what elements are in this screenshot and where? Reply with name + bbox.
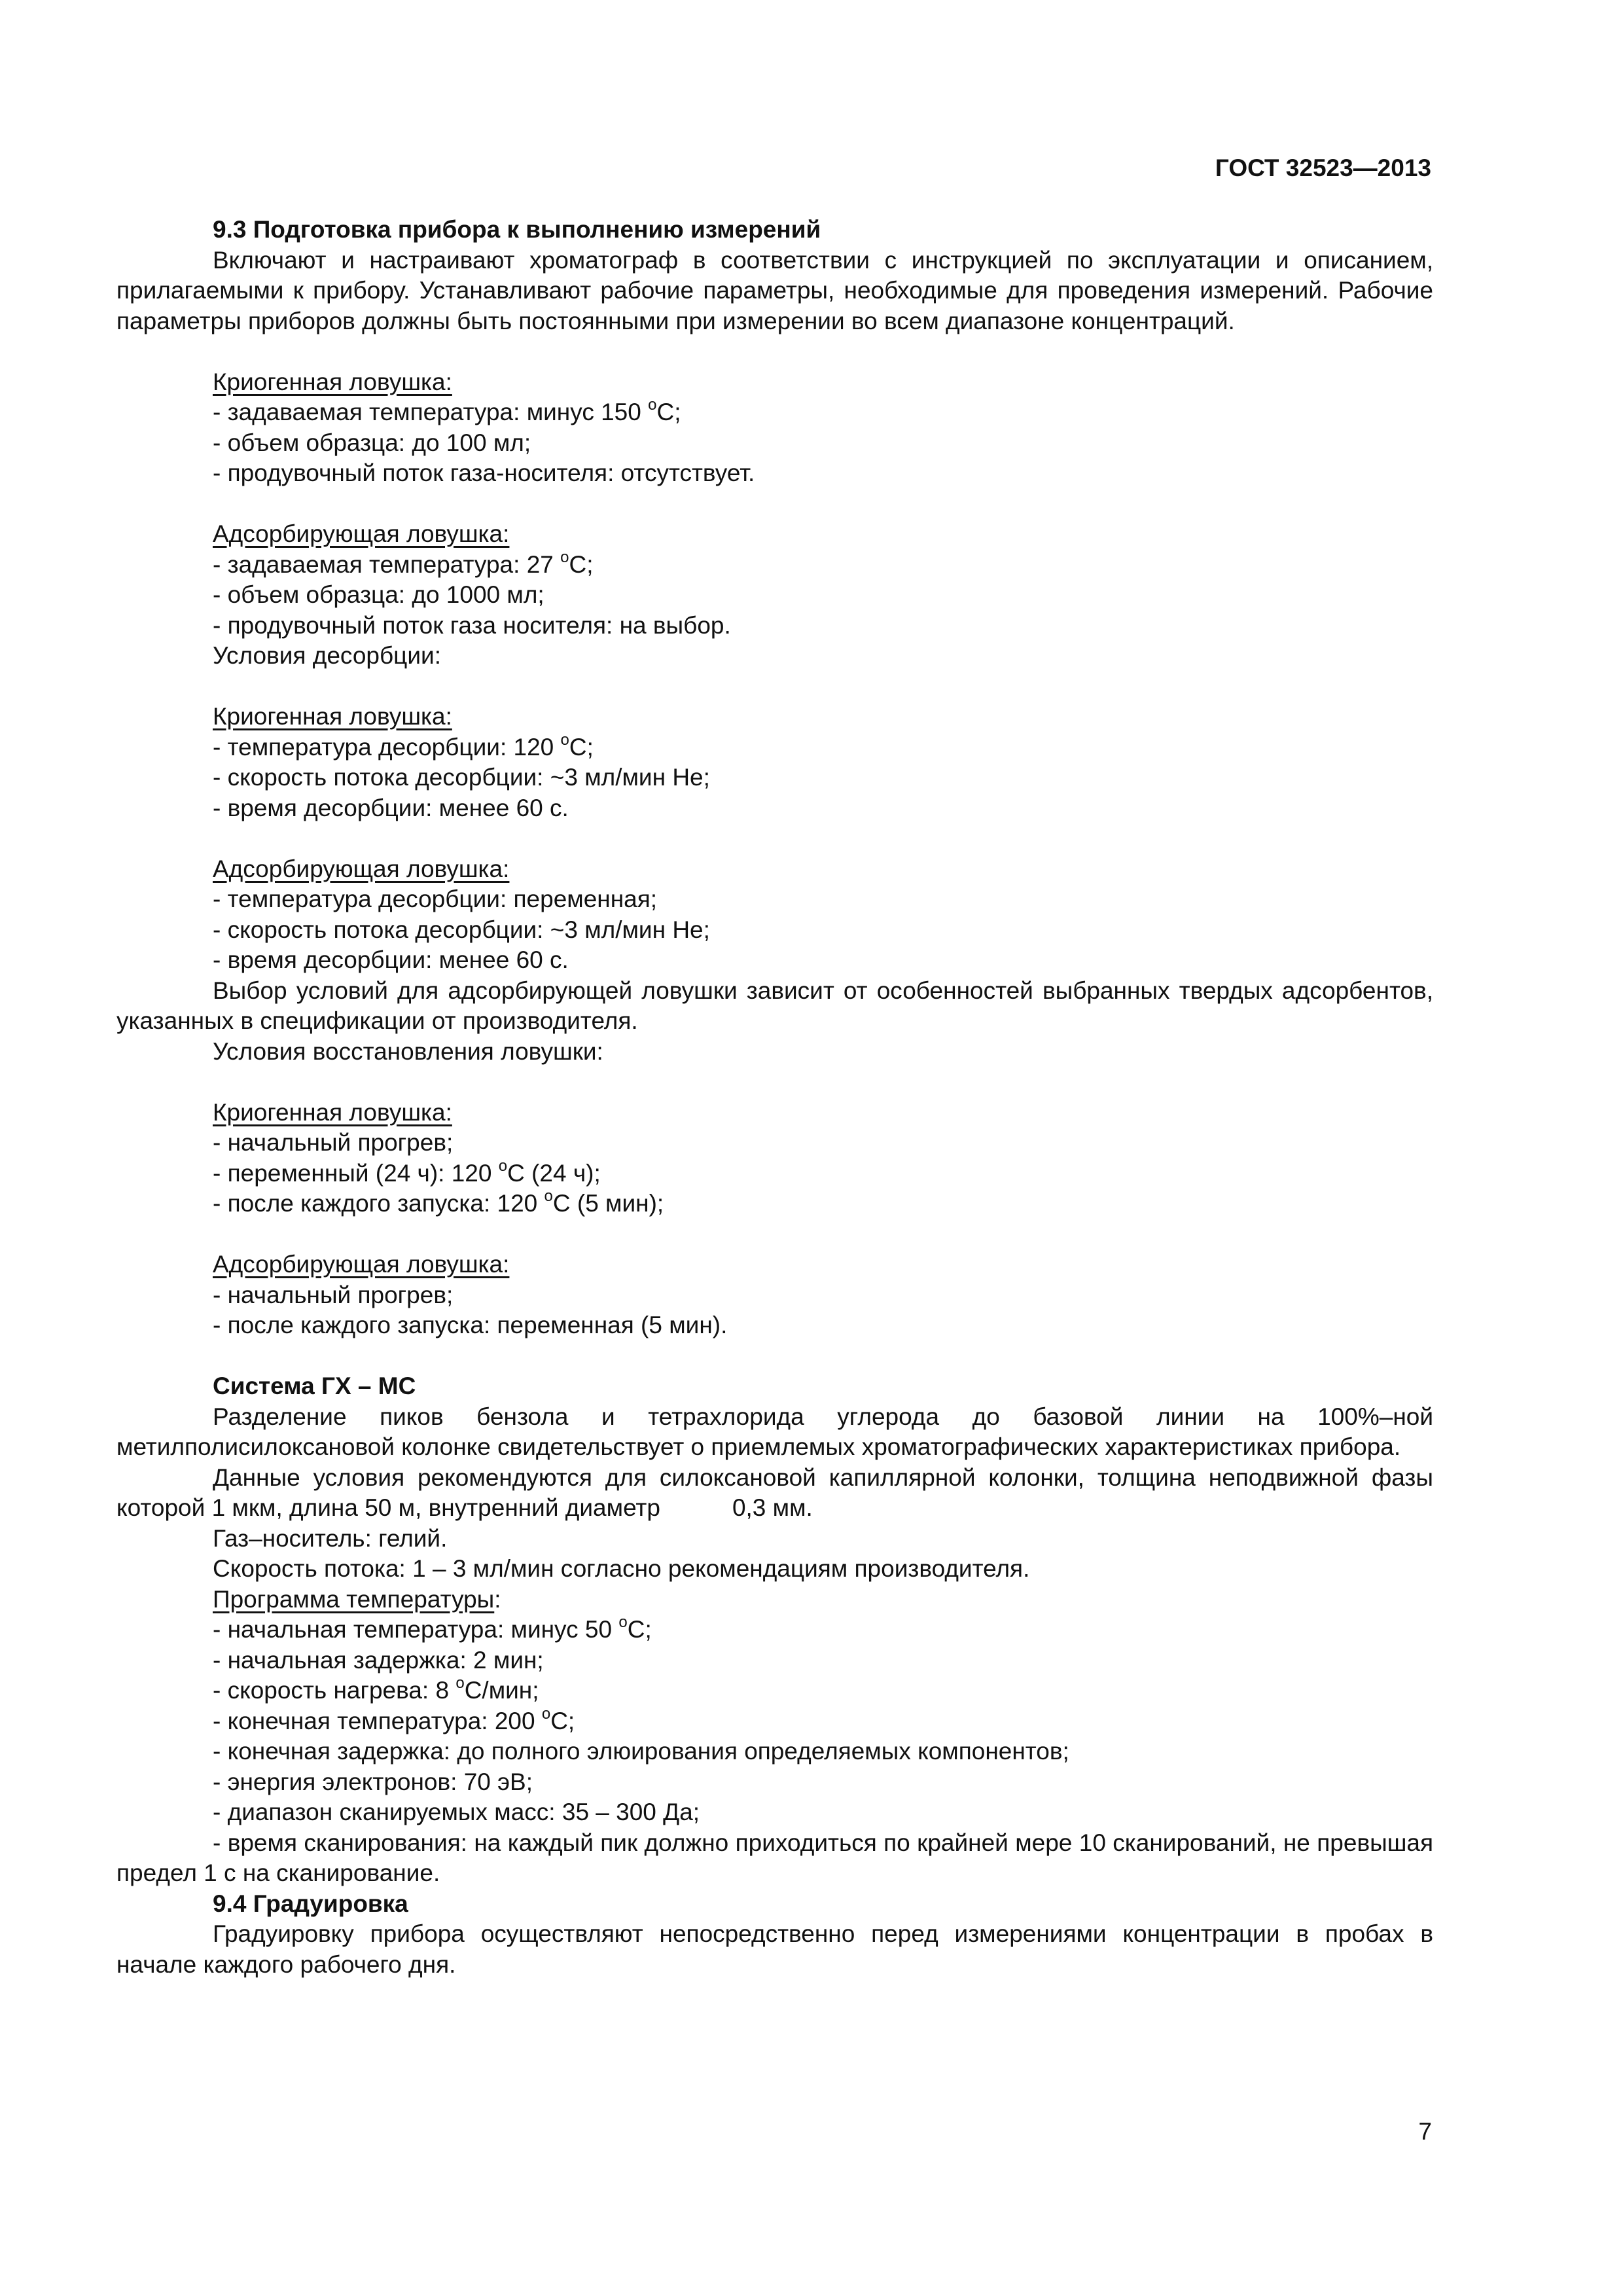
list-item: - начальный прогрев; (213, 1281, 454, 1308)
restore-title: Условия восстановления ловушки: (213, 1037, 603, 1065)
list-item: - время десорбции: менее 60 с. (213, 794, 569, 821)
list-item: - температура десорбции: переменная; (213, 886, 658, 912)
cryo-trap-label-3: Криогенная ловушка: (213, 1098, 452, 1126)
ads-trap-label-2: Адсорбирующая ловушка: (213, 855, 510, 882)
list-item: - скорость потока десорбции: ~3 мл/мин Не; (213, 916, 710, 943)
list-item: - задаваемая температура: минус 150 $^o$С; (213, 396, 681, 425)
list-item: - объем образца: до 1000 мл; (213, 581, 544, 608)
gcms-heading: Система ГХ – МС (213, 1372, 416, 1399)
gcms-paragraph-1: Разделение пиков бензола и тетрахлорида углерода до базовой линии на 100%–ной метилполисилоксановой колонке свидетельствует о приемлемых хроматографических характеристиках прибора. (116, 1403, 1433, 1460)
list-item: - скорость нагрева: 8 $^o$С/мин; (213, 1674, 539, 1704)
ads-trap-label-1: Адсорбирующая ловушка: (213, 520, 510, 547)
list-item: - время десорбции: менее 60 с. (213, 946, 569, 973)
list-item: - диапазон сканируемых масс: 35 – 300 Да; (213, 1799, 700, 1825)
page-number: 7 (1418, 2118, 1432, 2145)
section-9-4-text: Градуировку прибора осуществляют непосредственно перед измерениями концентрации в пробах в начале каждого рабочего дня. (116, 1920, 1433, 1978)
list-item: - конечная температура: 200 $^o$С; (213, 1704, 575, 1734)
cryo-trap-label-1: Криогенная ловушка: (213, 368, 452, 395)
document-number: ГОСТ 32523—2013 (1215, 154, 1431, 181)
choice-paragraph: Выбор условий для адсорбирующей ловушки зависит от особенностей выбранных твердых адсорбентов, указанных в спецификации от производителя. (116, 977, 1433, 1034)
list-item: - температура десорбции: 120 $^o$С; (213, 730, 594, 761)
list-item: - скорость потока десорбции: ~3 мл/мин Не; (213, 764, 710, 791)
desorption-title: Условия десорбции: (213, 642, 441, 669)
cryo-trap-label-2: Криогенная ловушка: (213, 703, 452, 730)
list-item: - после каждого запуска: 120 $^o$С (5 мин); (213, 1187, 664, 1217)
list-item: - задаваемая температура: 27 $^o$С; (213, 548, 594, 578)
list-item: - начальная задержка: 2 мин; (213, 1646, 544, 1674)
list-item: - начальная температура: минус 50 $^o$С; (213, 1613, 652, 1643)
list-item: - начальный прогрев; (213, 1129, 454, 1156)
temperature-program-label: Программа температуры: (213, 1585, 501, 1613)
gcms-paragraph-2: Данные условия рекомендуются для силоксановой капиллярной колонки, толщина неподвижной фазы которой 1 мкм, длина 50 м, внутренний диаметр 0,3 мм. (116, 1463, 1433, 1521)
section-9-3-heading: 9.3 Подготовка прибора к выполнению измерений (213, 216, 821, 243)
list-item: - продувочный поток газа-носителя: отсутствует. (213, 459, 755, 486)
list-item: - после каждого запуска: переменная (5 мин). (213, 1312, 728, 1338)
page-body (116, 215, 1433, 1980)
section-9-4-heading: 9.4 Градуировка (213, 1890, 408, 1917)
list-item: - энергия электронов: 70 эВ; (213, 1768, 533, 1795)
list-item: - объем образца: до 100 мл; (213, 429, 531, 456)
ads-trap-label-3: Адсорбирующая ловушка: (213, 1251, 510, 1278)
list-item: - продувочный поток газа носителя: на выбор. (213, 611, 731, 639)
section-9-3-intro: Включают и настраивают хроматограф в соответствии с инструкцией по эксплуатации и описанием, прилагаемыми к прибору. Устанавливают рабочие параметры, необходимые для проведения измерений. Рабочие параметры приборов должны быть постоянными при измерении во всем диапазоне концентраций. (116, 246, 1433, 334)
list-item: - время сканирования: на каждый пик должно приходиться по крайней мере 10 сканирований, не превышая предел 1 с на сканирование. (116, 1829, 1433, 1886)
flow-rate-line: Скорость потока: 1 – 3 мл/мин согласно рекомендациям производителя. (213, 1555, 1030, 1582)
carrier-gas-line: Газ–носитель: гелий. (213, 1524, 448, 1552)
list-item: - переменный (24 ч): 120 $^o$С (24 ч); (213, 1157, 601, 1187)
list-item: - конечная задержка: до полного элюирования определяемых компонентов; (213, 1738, 1069, 1765)
